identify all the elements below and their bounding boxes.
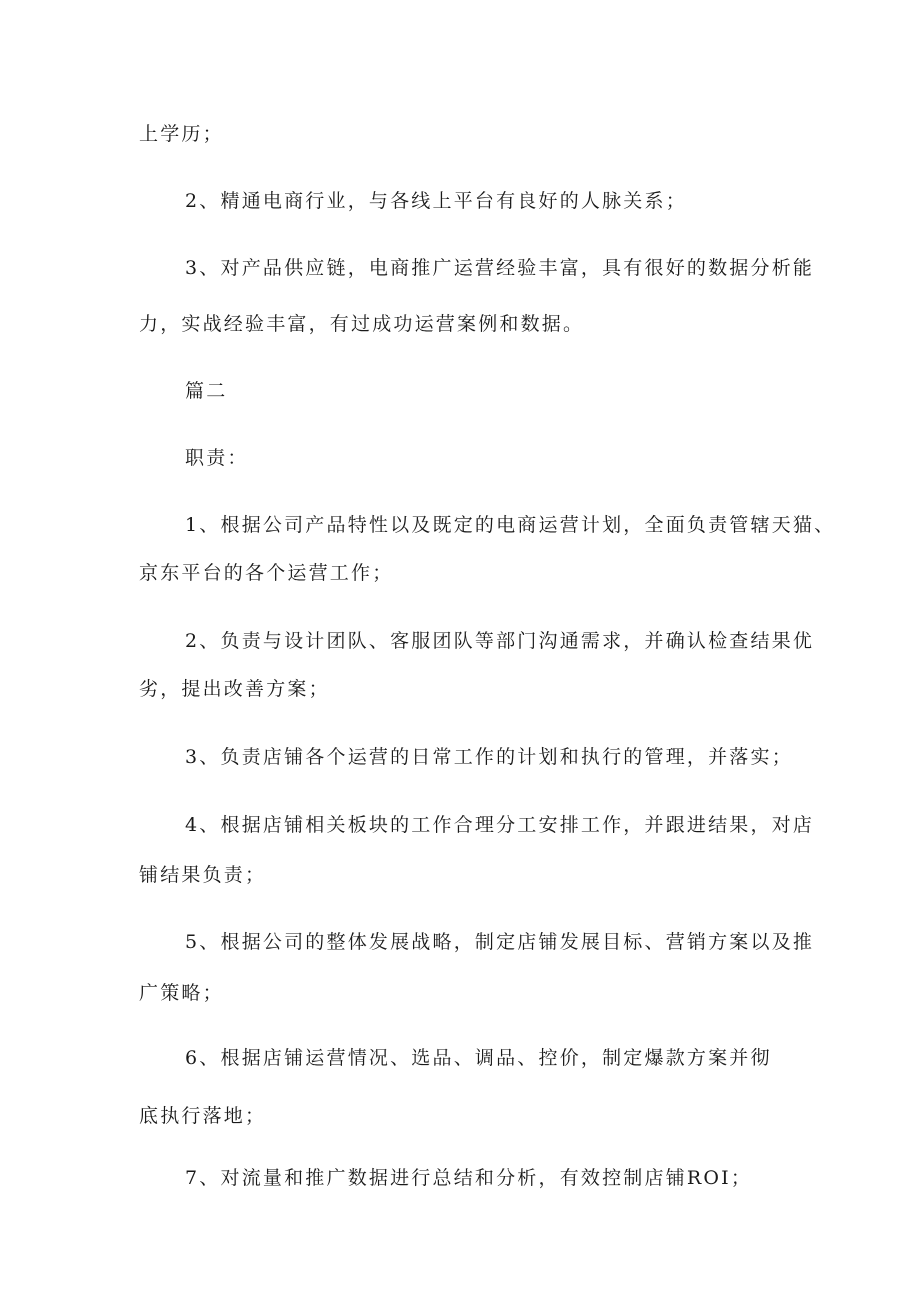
duty-item-4-continuation: 铺结果负责； — [139, 864, 267, 886]
duty-item-6: 6、根据店铺运营情况、选品、调品、控价，制定爆款方案并彻 — [185, 1047, 772, 1069]
duty-item-1-continuation: 京东平台的各个运营工作； — [139, 562, 394, 584]
duty-item-5-continuation: 广策略； — [139, 982, 224, 1004]
duty-item-7: 7、对流量和推广数据进行总结和分析，有效控制店铺ROI； — [185, 1167, 753, 1189]
duty-item-3: 3、负责店铺各个运营的日常工作的计划和执行的管理，并落实； — [185, 746, 793, 768]
duty-item-1: 1、根据公司产品特性以及既定的电商运营计划，全面负责管辖天猫、 — [185, 514, 836, 536]
duty-item-6-continuation: 底执行落地； — [139, 1105, 267, 1127]
duties-heading: 职责： — [185, 447, 249, 469]
requirement-item-3: 3、对产品供应链，电商推广运营经验丰富，具有很好的数据分析能 — [185, 257, 815, 279]
duty-item-4: 4、根据店铺相关板块的工作合理分工安排工作，并跟进结果，对店 — [185, 814, 815, 836]
text-line-continuation: 上学历； — [139, 123, 224, 145]
duty-item-2: 2、负责与设计团队、客服团队等部门沟通需求，并确认检查结果优 — [185, 630, 815, 652]
requirement-item-3-continuation: 力，实战经验丰富，有过成功运营案例和数据。 — [139, 313, 585, 335]
duty-item-5: 5、根据公司的整体发展战略，制定店铺发展目标、营销方案以及推 — [185, 931, 815, 953]
requirement-item-2: 2、精通电商行业，与各线上平台有良好的人脉关系； — [185, 190, 687, 212]
section-heading: 篇二 — [185, 380, 228, 402]
duty-item-2-continuation: 劣，提出改善方案； — [139, 678, 330, 700]
